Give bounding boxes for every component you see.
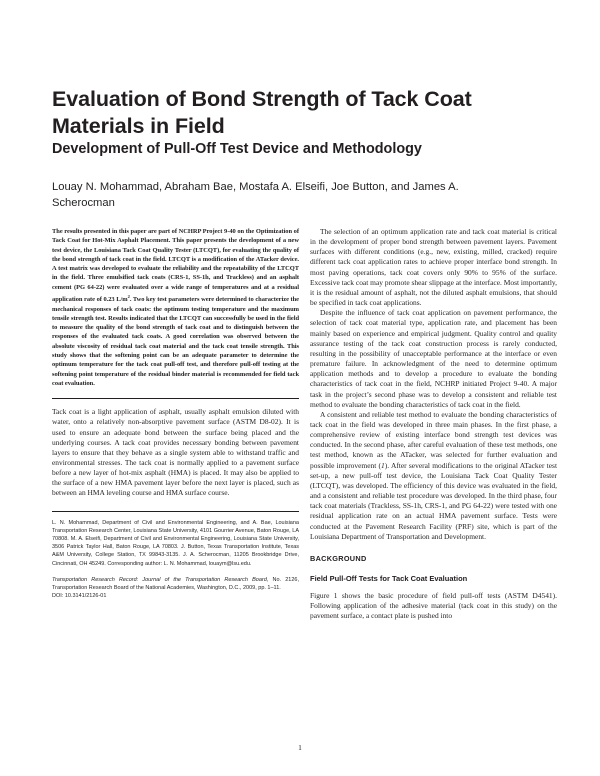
journal-doi: DOI: 10.3141/2126-01 — [52, 593, 107, 600]
author-list: Louay N. Mohammad, Abraham Bae, Mostafa A. Elseifi, Joe Button, and James A. Scherocman — [52, 181, 459, 209]
abstract-text-before: The results presented in this paper are part of NCHRP Project 9-40 on the Optimization of Tack Coat for Hot-Mix Asphalt Placement. This paper presents the development of a new test device, the Louisiana Tack Coat Quality Tester (LTCQT), for evaluating the quality of the bond strength of tack coat in the field. LTCQT is a modification of the ATacker device. A test matrix was developed to evaluate the reliability and the repeatability of the LTCQT in the field. Three emulsified tack coats (CRS-1, SS-1h, and Trackless) and an asphalt cement (PG 64-22) were evaluated over a wide range of temperatures and at a residual application rate of 0.23 L/m — [52, 228, 299, 304]
abstract — [52, 227, 299, 388]
paragraph-influence: Despite the influence of tack coat application on pavement performance, the selection of tack coat material type, application rate, and placement has been mainly based on experience and empirical judgment. Quality control and quality assurance testing of the tack coat construction process is rarely conducted, resulting in the possibility of unacceptable performance at the interface or even premature failure. In acknowledgment of the need to determine optimum application methods and to develop a procedure to evaluate the bonding characteristics of tack coat in the field, NCHRP initiated Project 9-40. A major task in the project’s second phase was to develop a consistent and reliable test method to evaluate the bonding characteristics of tack coat in the field. — [310, 308, 557, 409]
journal-citation — [52, 576, 299, 601]
left-column — [52, 227, 299, 600]
citation-ref: 1 — [381, 460, 385, 470]
journal-name: Transportation Research Record: Journal of the Transportation Research Board, — [52, 576, 269, 583]
subsection-heading: Field Pull-Off Tests for Tack Coat Evaluation — [310, 574, 468, 583]
journal-issue: No. 2126, Transportation Research Board of the National Academies, Washington, D.C., 2009, pp. 1–11. — [52, 576, 299, 592]
abstract-divider — [52, 398, 299, 399]
paragraph-method-after: ). After several modifications to the original ATacker test set-up, a new pull-off test device, the Louisiana Tack Coat Quality Tester (LTCQT), was developed. The efficiency of this device was evaluated in the field, and a consistent and reliable test procedure was developed. In the third phase, four tack coat materials (Trackless, SS-1h, CRS-1, and PG 64-22) were tested with one residual application rate on an actual HMA pavement surface. Tests were conducted at the Pavement Research Facility (PRF) site, which is part of the Louisiana Department of Transportation and Development. — [310, 460, 558, 541]
paragraph-selection: The selection of an optimum application rate and tack coat material is critical in the development of proper bond strength between pavement layers. Pavement surfaces with different conditions (e.g., new, existing, milled, cracked) require different tack coat application rates to achieve proper interface bond strength. In most paving operations, tack coat covers only 90% to 95% of the surface. Excessive tack coat may promote shear slippage at the interface. Most importantly, it is the residual amount of asphalt, not the diluted asphalt emulsions, that should be specified in tack coat applications. — [310, 227, 557, 308]
paragraph-figure1: Figure 1 shows the basic procedure of field pull-off tests (ASTM D4541). Following application of the adhesive material (tack coat in this study) on the pavement surface, a contact plate is pushed into — [310, 591, 557, 621]
intro-paragraph: Tack coat is a light application of asphalt, usually asphalt emulsion diluted with water, onto a relatively non-absorptive pavement surface (ASTM D8-02). It is used to ensure an adequate bond between the surface being placed and the underlying courses. A tack coat provides necessary bonding between pavement layers to ensure that they behave as a single system able to withstand traffic and environmental stresses. The tack coat is normally applied to a pavement surface before a new layer of hot-mix asphalt (HMA) is placed. It may also be applied to the surface of a new HMA pavement layer before the next layer is placed, such as between an HMA leveling course and HMA surface course. — [52, 407, 299, 498]
footnote-divider — [52, 511, 299, 512]
paragraph-method-before: A consistent and reliable test method to evaluate the bonding characteristics of tack coat in the field was developed in three main phases. In the first phase, a comprehensive review of existing interface bond strength test devices was conducted. In the second phase, after careful evaluation of these test methods, one test method, known as the ATacker, was selected for further evaluation and possible improvement ( — [310, 409, 557, 470]
paper-title: Evaluation of Bond Strength of Tack Coat Materials in Field — [52, 87, 472, 138]
paper-subtitle: Development of Pull-Off Test Device and Methodology — [52, 141, 422, 157]
paragraph-method — [310, 410, 557, 542]
section-heading: BACKGROUND — [310, 553, 367, 563]
abstract-text-after: . Two key test parameters were determined to characterize the mechanical responses of tack coats: the optimum testing temperature and the maximum tensile strength test. Results indicated that the LTCQT can successfully be used in the field to measure the quality of the bond strength of tack coat and to distinguish between the responses of the evaluated tack coats. A good correlation was observed between the absolute viscosity of residual tack coat material and the tack coat tensile strength. This study shows that the softening point can be an adequate parameter to determine the optimum temperature for the tack coat pull-off test, and therefore pull-off testing at the softening point temperature of the residual binder material is recommended for field tack coat evaluation. — [52, 296, 300, 387]
right-column — [310, 227, 557, 622]
page-number: 1 — [298, 743, 302, 752]
author-affiliations: L. N. Mohammad, Department of Civil and Environmental Engineering, and A. Bae, Louisiana Transportation Research Center, Louisiana State University, 4101 Gourrier Avenue, Baton Rouge, LA 70808. M. A. Elseifi, Department of Civil and Environmental Engineering, Louisiana State University, 3506 Patrick Taylor Hall, Baton Rouge, LA 70803. J. Button, Texas Transportation Institute, Texas A&M University, College Station, TX 99843-3135. J. A. Scherocman, 11205 Brookbridge Drive, Cincinnati, OH 45249. Corresponding author: L. N. Mohammad, louaym@lsu.edu. — [52, 519, 299, 567]
abstract-superscript: 2 — [127, 294, 130, 300]
